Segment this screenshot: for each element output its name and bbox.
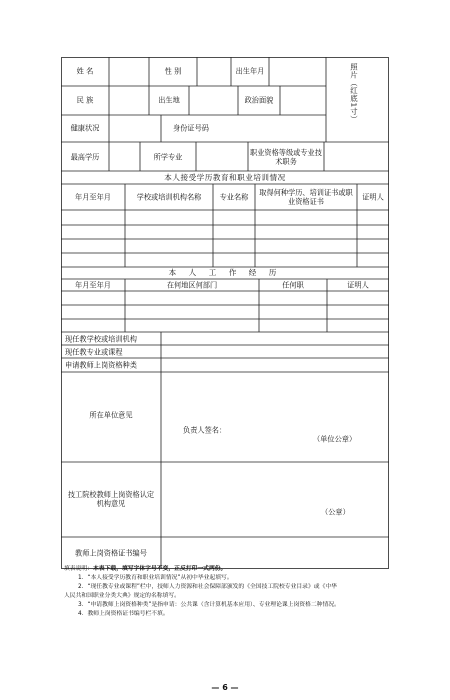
org-opinion-label: 技工院校教师上岗资格认定机构意见 [67,490,155,508]
name-field[interactable] [110,58,148,85]
title-field[interactable] [325,143,388,170]
form-instructions [64,565,394,619]
ethnicity-field[interactable] [110,87,148,114]
name-label: 姓 名 [76,66,94,76]
work-header-period: 年月至年月 [75,280,111,290]
major-field[interactable] [197,143,247,170]
unit-opinion-field[interactable] [162,373,388,461]
ethnicity-label: 民 族 [76,95,94,105]
title-label: 职业资格等级或专业技术职务 [250,148,322,166]
page-number: — 6 — [211,683,239,692]
course-label: 现任教专业或课程 [65,347,123,357]
org-seal-label: （公章） [321,507,350,517]
edu-header-witness: 证明人 [362,192,384,202]
health-label: 健康状况 [70,123,100,133]
birthplace-label: 出生地 [158,95,180,105]
education-label: 最高学历 [70,152,100,162]
work-header-position: 任何职 [282,280,304,290]
birth-field[interactable] [270,58,325,85]
instructions-prefix: 填表说明： [64,566,93,572]
id-label: 身份证号码 [173,123,209,133]
gender-label: 性 别 [164,66,182,76]
institution-label: 现任教学校或培训机构 [65,334,137,344]
instruction-item-2: 2．“现任教专业或课程”栏中，技师人力资源和社会保障部颁发的《全国技工院校专业目录》或《中华 [78,583,337,590]
registration-form-table [61,57,389,569]
edu-rows-area[interactable] [61,211,389,266]
work-header-witness: 证明人 [347,280,369,290]
birth-label: 出生年月 [235,66,265,76]
signature-label: 负责人签名： [183,425,227,435]
unit-seal-label: （单位公章） [313,434,357,444]
photo-box[interactable] [350,63,357,137]
edu-header-major: 专业名称 [219,192,249,202]
edu-section-title: 本人接受学历教育和职业培训情况 [164,173,286,183]
photo-label: 照片（红底1寸） [349,63,359,124]
cert-type-label: 申请教师上岗资格种类 [65,360,137,370]
education-field[interactable] [110,143,139,170]
cert-type-field[interactable] [162,359,388,371]
cert-no-label: 教师上岗资格证书编号 [75,548,147,558]
id-field[interactable] [221,116,325,141]
edu-header-cert: 取得何种学历、培训证书或职业资格证书 [259,188,353,206]
cert-no-field[interactable] [162,538,388,568]
edu-header-school: 学校或培训机构名称 [136,192,202,202]
org-opinion-field[interactable] [162,463,388,536]
unit-opinion-label: 所在单位意见 [89,410,133,420]
instructions-bold: 本表下载，填写字体字号不变，正反打印一式两份。 [93,566,227,572]
work-rows-area[interactable] [61,292,389,331]
instruction-item-3: 3．“申请教师上岗资格种类”是指申请：公共课（含计算机基本应用）、专业理论课上岗资格二种情况。 [78,601,340,608]
instruction-item-1: 1．“本人接受学历教育和职业培训情况”从初中毕业起填写。 [78,574,233,581]
instruction-item-4: 4．教师上岗资格证书编号栏不填。 [78,610,169,617]
course-field[interactable] [162,346,388,357]
birthplace-field[interactable] [190,87,237,114]
major-label: 所学专业 [153,152,183,162]
edu-header-period: 年月至年月 [75,192,111,202]
political-field[interactable] [281,87,325,114]
political-label: 政治面貌 [244,95,274,105]
work-header-dept: 在何地区何部门 [166,280,218,290]
instructions-intro [64,565,394,574]
institution-field[interactable] [162,333,388,344]
health-field[interactable] [110,116,160,141]
work-section-title: 本 人 工 作 经 历 [168,268,282,278]
gender-field[interactable] [198,58,230,85]
instruction-item-2-cont: 人民共和国职业分类大典》规定的名称填写。 [64,592,180,599]
